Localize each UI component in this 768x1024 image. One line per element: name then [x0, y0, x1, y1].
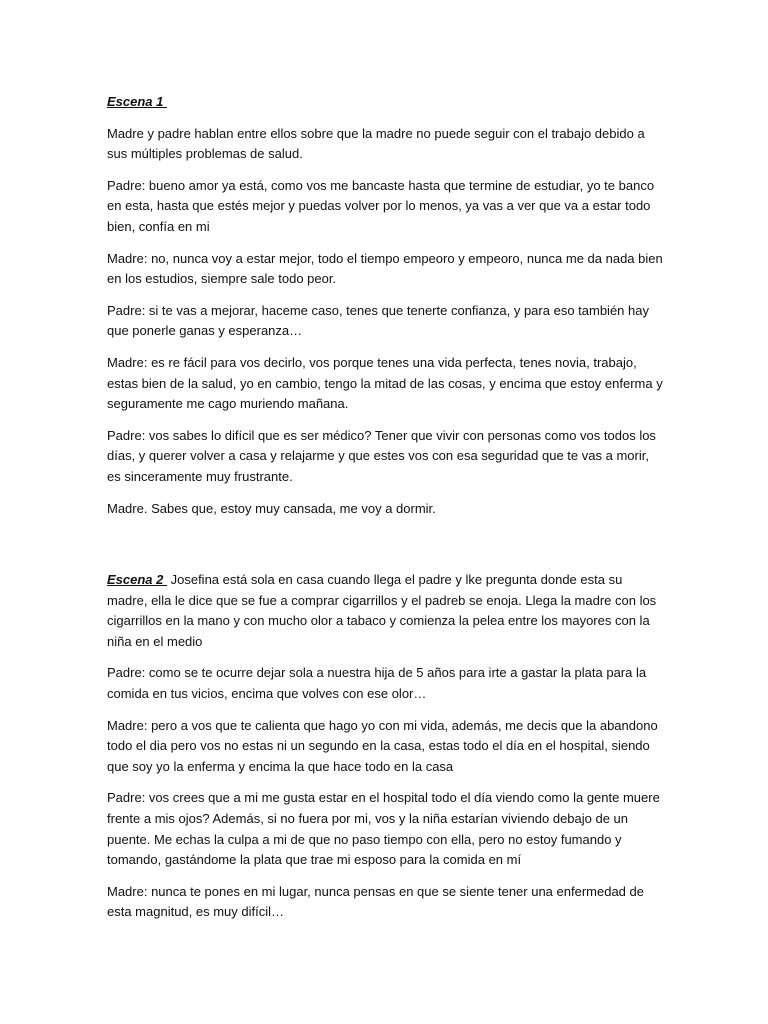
scene-1-heading-label: Escena 1 [107, 94, 167, 109]
dialogue-line: Padre: vos sabes lo difícil que es ser médico? Tener que vivir con personas como vos todos los días, y querer volver a casa y relajarme y que estes vos con esa seguridad que te vas a morir, es sinceramente muy frustrante. [107, 427, 656, 484]
scene-2-description: Josefina está sola en casa cuando llega el padre y lke pregunta donde esta su madre, ella le dice que se fue a comprar cigarrillos y el padreb se enoja. Llega la madre con los cigarrillos en la mano y con mucho olor a tabaco y comienza la pelea entre los mayores con la niña en el medio [107, 572, 657, 649]
dialogue-line: Padre: vos crees que a mi me gusta estar en el hospital todo el día viendo como la gente muere frente a mis ojos? Además, si no fuera por mi, vos y la niña estarían viviendo debajo de un puente. Me echas la culpa a mi de que no paso tiempo con ella, pero no estoy fumando y tomando, gastándome la plata que trae mi esposo para la comida en mí [107, 790, 660, 868]
dialogue-line: Madre: pero a vos que te calienta que hago yo con mi vida, además, me decis que la abandono todo el dia pero vos no estas ni un segundo en la casa, estas todo el día en el hospital, siendo que soy yo la enferma y encima la que hace todo en la casa [107, 717, 658, 774]
scene-2-intro [107, 570, 663, 652]
dialogue-line: Padre: como se te ocurre dejar sola a nuestra hija de 5 años para irte a gastar la plata para la comida en tus vicios, encima que volves con ese olor… [107, 665, 647, 702]
scene-1-heading [107, 92, 663, 113]
scene-2 [107, 570, 663, 923]
document-body [107, 92, 663, 934]
dialogue-line: Madre: no, nunca voy a estar mejor, todo el tiempo empeoro y empeoro, nunca me da nada bien en los estudios, siempre sale todo peor. [107, 250, 663, 287]
dialogue-line: Madre. Sabes que, estoy muy cansada, me voy a dormir. [107, 500, 436, 516]
scene-1 [107, 92, 663, 519]
scene-2-heading: Escena 2 [107, 572, 167, 588]
dialogue-line: Madre: es re fácil para vos decirlo, vos porque tenes una vida perfecta, tenes novia, trabajo, estas bien de la salud, yo en cambio, tengo la mitad de las cosas, y encima que estoy enferma y seguramente me cago muriendo mañana. [107, 354, 663, 412]
dialogue-line: Madre: nunca te pones en mi lugar, nunca pensas en que se siente tener una enfermedad de esta magnitud, es muy difícil… [107, 883, 644, 920]
dialogue-line: Padre: bueno amor ya está, como vos me bancaste hasta que termine de estudiar, yo te banco en esta, hasta que estés mejor y puedas volver por lo menos, ya vas a ver que va a estar todo bien, confía en mi [107, 177, 655, 234]
dialogue-line: Padre: si te vas a mejorar, haceme caso, tenes que tenerte confianza, y para eso también hay que ponerle ganas y esperanza… [107, 302, 649, 339]
scene-1-description: Madre y padre hablan entre ellos sobre que la madre no puede seguir con el trabajo debido a sus múltiples problemas de salud. [107, 125, 645, 162]
